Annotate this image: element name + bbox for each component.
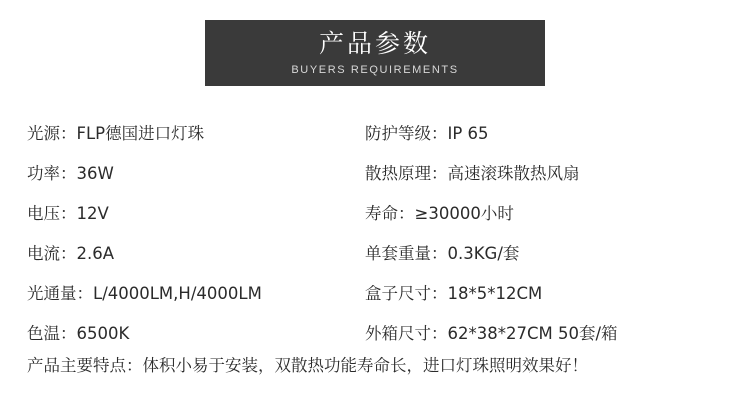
- spec-box-size: 盒子尺寸：18*5*12CM: [365, 284, 543, 303]
- spec-power: 功率：36W: [27, 164, 114, 183]
- spec-unit-weight: 单套重量：0.3KG/套: [365, 244, 520, 263]
- header-banner: [205, 20, 545, 86]
- spec-cooling-principle: 散热原理：高速滚珠散热风扇: [365, 164, 580, 183]
- table-row: [0, 232, 750, 272]
- spec-light-source: 光源：FLP德国进口灯珠: [27, 124, 205, 143]
- product-features-note: 产品主要特点：体积小易于安装，双散热功能寿命长，进口灯珠照明效果好！: [27, 356, 588, 375]
- spec-lifespan: 寿命：≥30000小时: [365, 204, 514, 223]
- spec-voltage: 电压：12V: [27, 204, 109, 223]
- spec-carton-size: 外箱尺寸：62*38*27CM 50套/箱: [365, 324, 618, 343]
- table-row: [0, 192, 750, 232]
- page-title: 产品参数: [318, 29, 431, 59]
- spec-color-temperature: 色温：6500K: [27, 324, 130, 343]
- table-row: [0, 152, 750, 192]
- spec-current: 电流：2.6A: [27, 244, 115, 263]
- spec-table: [0, 112, 750, 352]
- table-row: [0, 312, 750, 352]
- table-row: [0, 112, 750, 152]
- spec-luminous-flux: 光通量：L/4000LM,H/4000LM: [27, 284, 262, 303]
- table-row: [0, 272, 750, 312]
- spec-protection-level: 防护等级：IP 65: [365, 124, 489, 143]
- page-subtitle: BUYERS REQUIREMENTS: [291, 63, 459, 76]
